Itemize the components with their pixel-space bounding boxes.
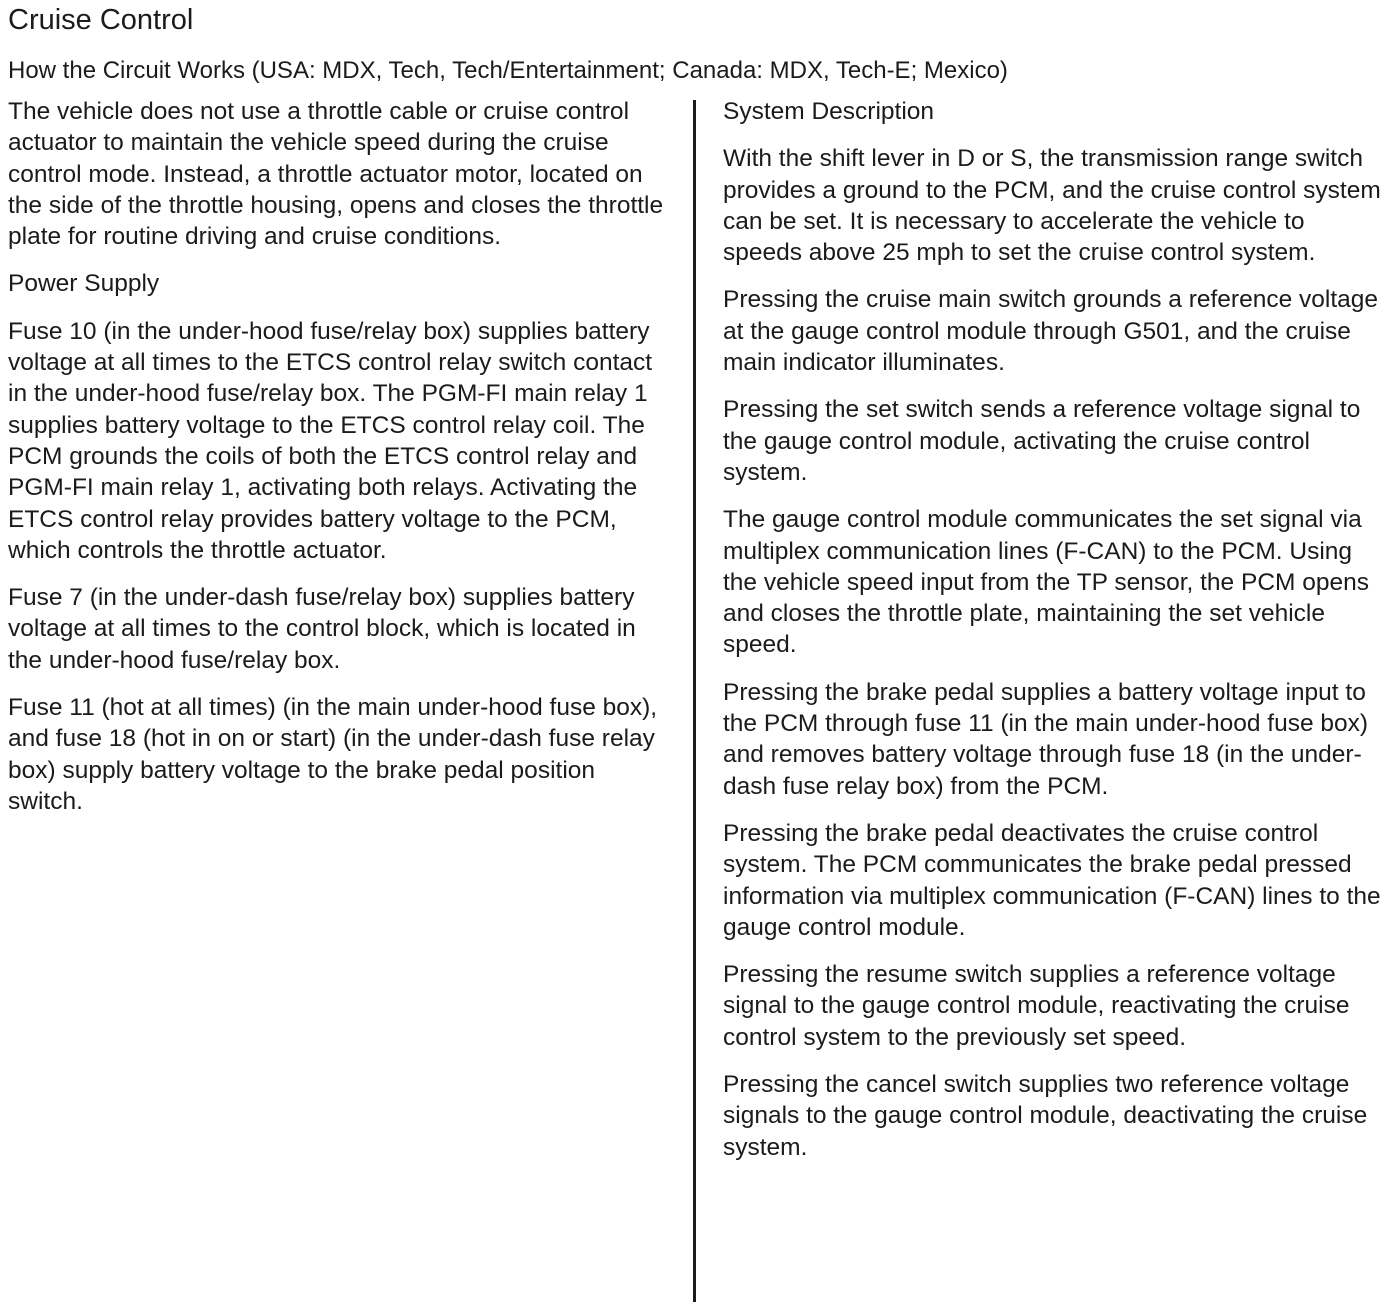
left-column [8, 96, 670, 833]
system-description-paragraph: Pressing the set switch sends a reference voltage signal to the gauge control module, activating the cruise control system. [723, 396, 1361, 486]
system-description-paragraph: With the shift lever in D or S, the transmission range switch provides a ground to the PCM, and the cruise control system can be set. It is necessary to accelerate the vehicle to speeds above 25 mph to set the cruise control system. [723, 145, 1381, 267]
page-title: Cruise Control [8, 4, 194, 36]
power-supply-heading: Power Supply [8, 270, 160, 298]
system-description-paragraph: Pressing the brake pedal deactivates the cruise control system. The PCM communicates the brake pedal pressed information via multiplex communication (F-CAN) lines to the gauge control module. [723, 819, 1381, 941]
section-subtitle: How the Circuit Works (USA: MDX, Tech, Tech/Entertainment; Canada: MDX, Tech-E; Mexico) [8, 57, 1008, 84]
system-description-paragraph: Pressing the resume switch supplies a reference voltage signal to the gauge control module, reactivating the cruise control system to the previously set speed. [723, 961, 1350, 1051]
system-description-paragraph: Pressing the brake pedal supplies a battery voltage input to the PCM through fuse 11 (in the main under-hood fuse box) and removes battery voltage through fuse 18 (in the under-dash fuse relay box) from the PCM. [723, 678, 1369, 800]
system-description-paragraph: Pressing the cruise main switch grounds a reference voltage at the gauge control module through G501, and the cruise main indicator illuminates. [723, 286, 1379, 377]
system-description-paragraph: Pressing the cancel switch supplies two reference voltage signals to the gauge control module, deactivating the cruise system. [723, 1071, 1368, 1161]
column-divider [693, 100, 696, 1302]
system-description-paragraph: The gauge control module communicates the set signal via multiplex communication lines (F-CAN) to the PCM. Using the vehicle speed input from the TP sensor, the PCM opens and closes the throttle plate, maintaining the set vehicle speed. [723, 506, 1369, 659]
power-supply-paragraph: Fuse 10 (in the under-hood fuse/relay box) supplies battery voltage at all times to the ETCS control relay switch contact in the under-hood fuse/relay box. The PGM-FI main relay 1 supplies battery voltage to the ETCS control relay coil. The PCM grounds the coils of both the ETCS control relay and PGM-FI main relay 1, activating both relays. Activating the ETCS control relay provides battery voltage to the PCM, which controls the throttle actuator. [8, 317, 653, 564]
system-description-heading: System Description [723, 98, 935, 125]
power-supply-paragraph: Fuse 11 (hot at all times) (in the main under-hood fuse box), and fuse 18 (hot in on or start) (in the under-dash fuse relay box) supply battery voltage to the brake pedal position switch. [8, 694, 658, 815]
power-supply-paragraph: Fuse 7 (in the under-dash fuse/relay box) supplies battery voltage at all times to the control block, which is located in the under-hood fuse/relay box. [8, 584, 636, 674]
right-column [723, 96, 1387, 1179]
intro-paragraph: The vehicle does not use a throttle cable or cruise control actuator to maintain the vehicle speed during the cruise control mode. Instead, a throttle actuator motor, located on the side of the throttle housing, opens and closes the throttle plate for routine driving and cruise conditions. [8, 98, 664, 251]
